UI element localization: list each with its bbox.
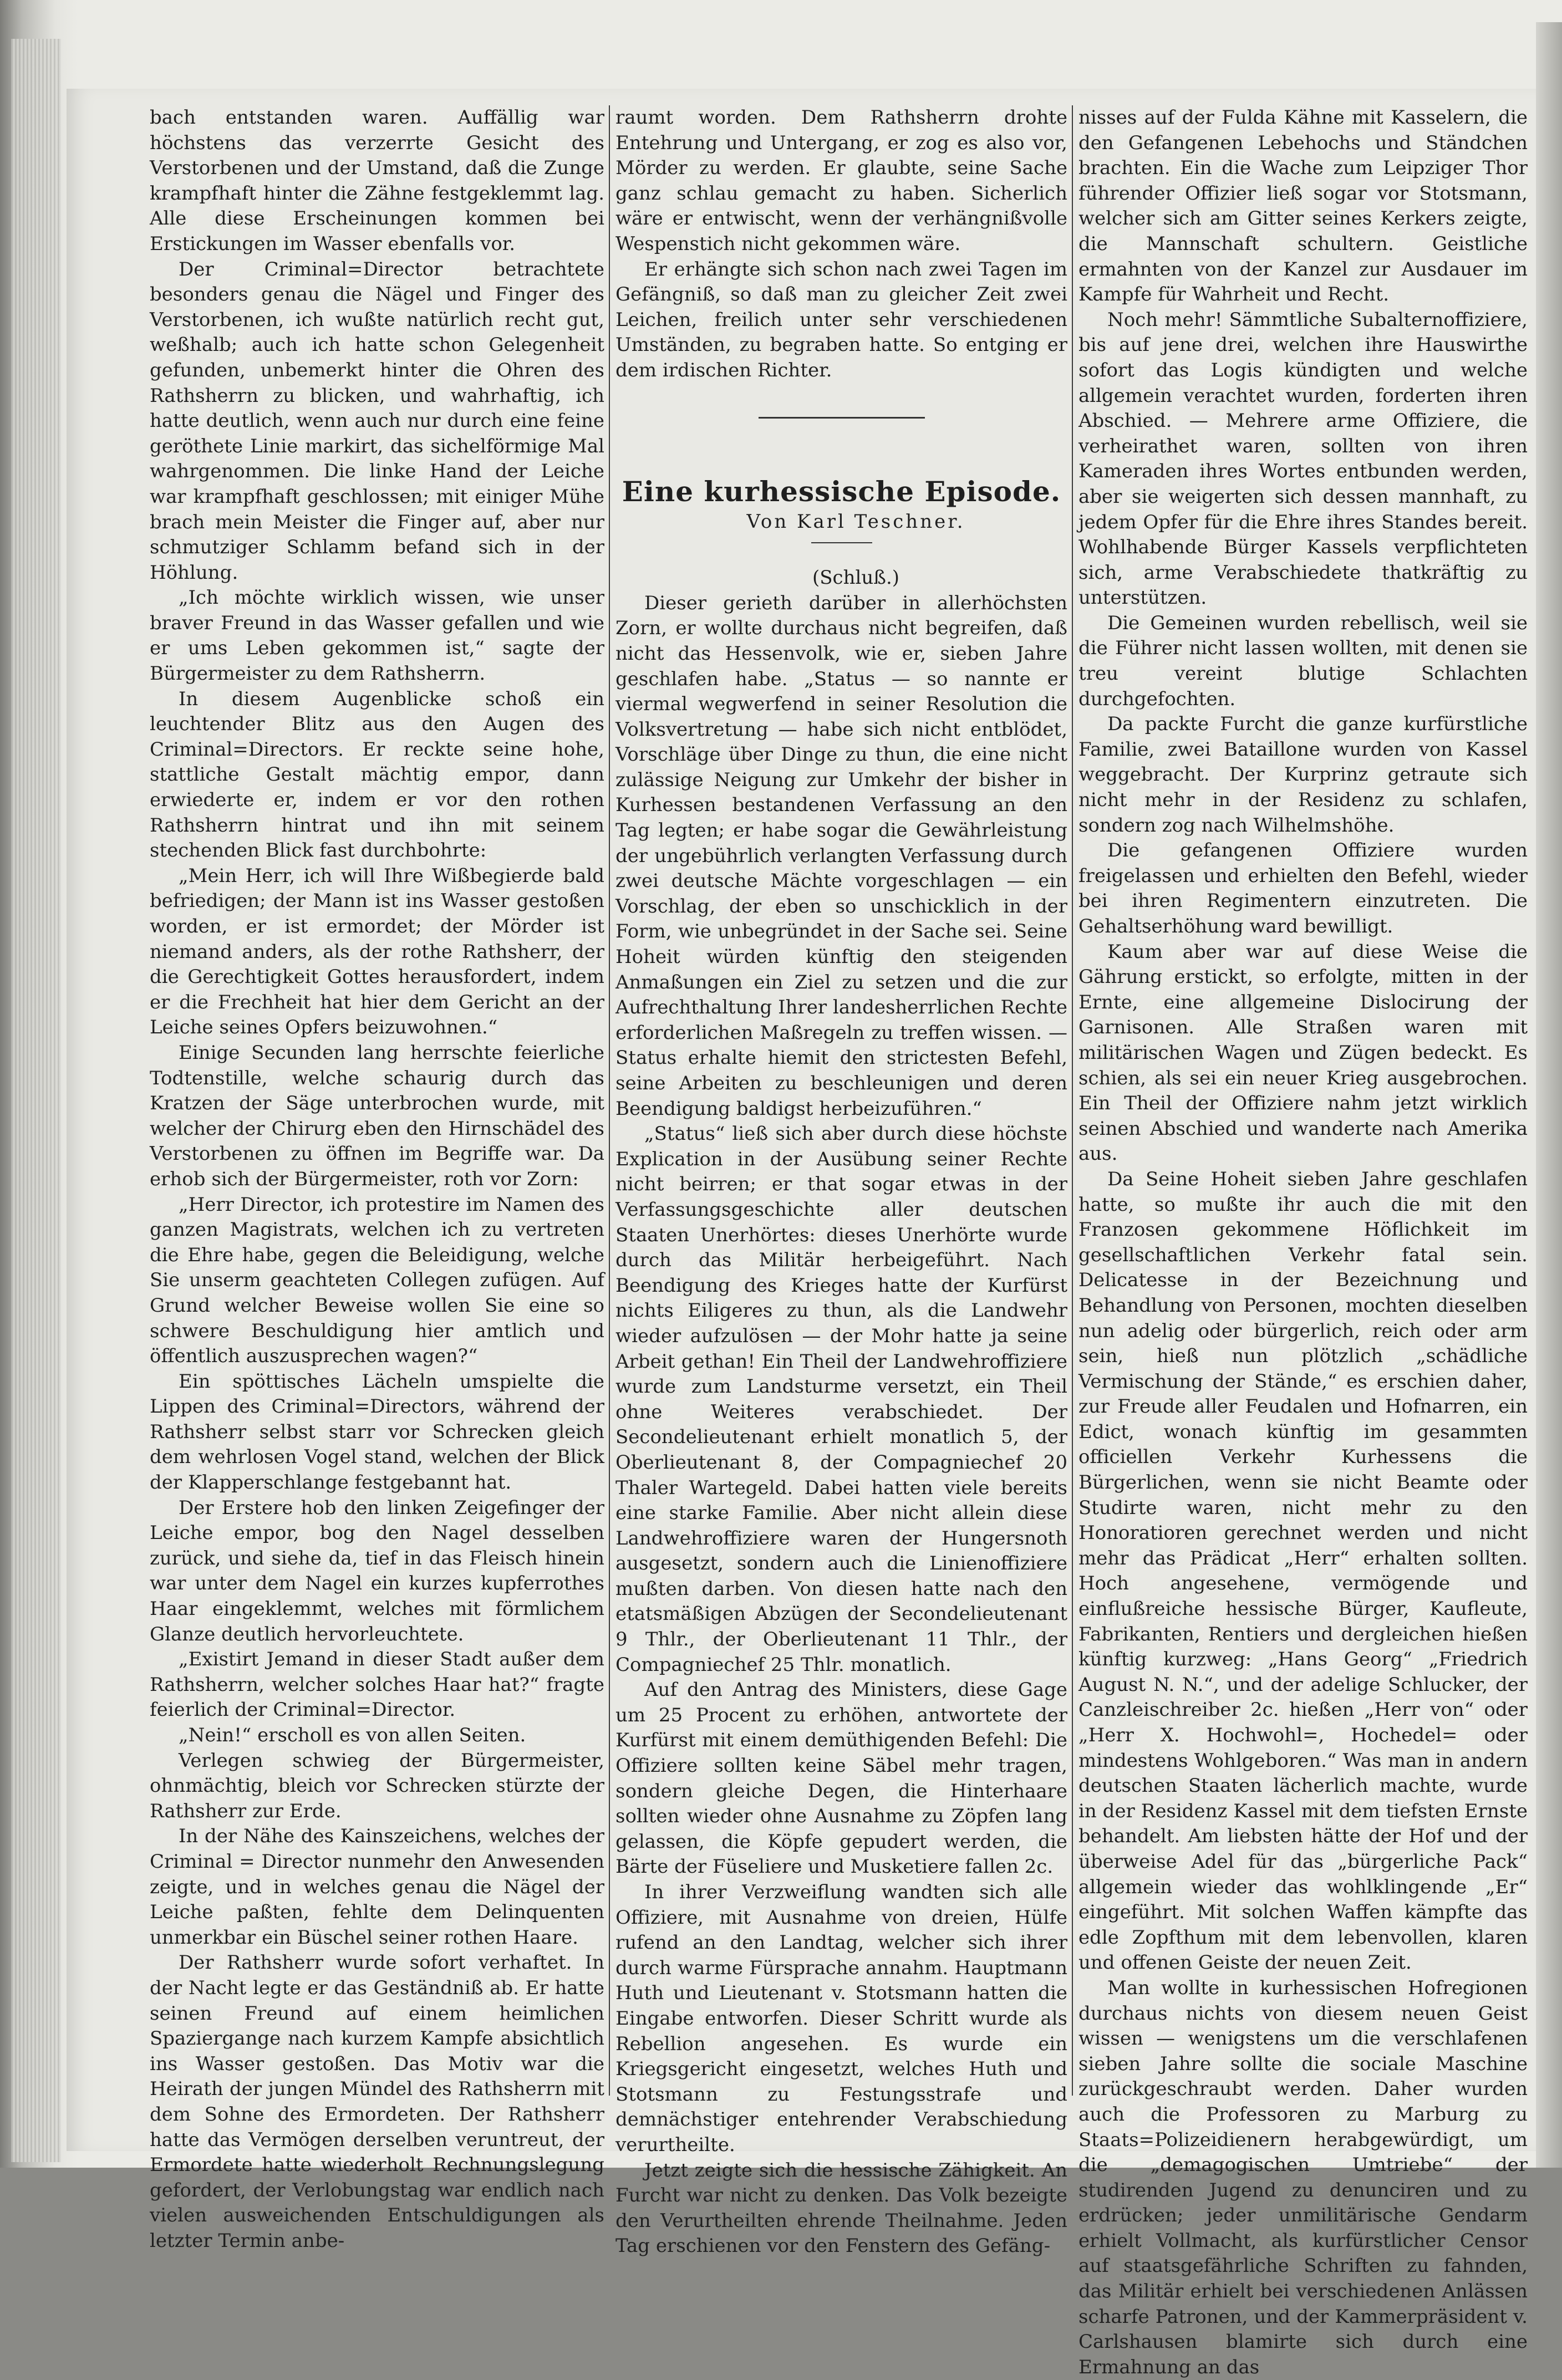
article-byline: Von Karl Teschner. [746, 510, 965, 533]
paragraph: Der Erstere hob den linken Zeigefinger der Leiche empor, bog den Nagel desselben zurück, und siehe da, tief in das Fleisch hinein war unter dem Nagel ein kurzes kupferrothes Haar eingeklemmt, welches mit förmlichem Glanze deutlich hervorleuchtete. [150, 1496, 604, 1645]
column-left [150, 105, 604, 2252]
paragraph: Der Rathsherr wurde sofort verhaftet. In der Nacht legte er das Geständniß ab. Er hatte seinen Freund auf einem heimlichen Spaziergange nach kurzem Kampfe absichtlich ins Wasser gestoßen. Das Motiv war die Heirath der jungen Mündel des Rathsherrn mit dem Sohne des Ermordeten. Der Rathsherr hatte das Vermögen derselben veruntreut, der Ermordete hatte wiederholt Rechnungslegung gefordert, der Verlobungstag war endlich nach vielen ausweichenden Entschuldigungen als letzter Termin anbe- [150, 1951, 604, 2252]
paragraph: Verlegen schwieg der Bürgermeister, ohnmächtig, bleich vor Schrecken stürzte der Rathsherr zur Erde. [150, 1749, 604, 1822]
paragraph: nisses auf der Fulda Kähne mit Kasselern, die den Gefangenen Lebehochs und Ständchen brachten. Ein die Wache zum Leipziger Thor führender Offizier ließ sogar vor Stotsmann, welcher sich am Gitter seines Kerkers zeigte, die Mannschaft schultern. Geistliche ermahnten von der Kanzel zur Ausdauer im Kampfe für Wahrheit und Recht. [1078, 106, 1528, 306]
paragraph: In diesem Augenblicke schoß ein leuchtender Blitz aus den Augen des Criminal=Directors. Er reckte seine hohe, stattliche Gestalt mächtig empor, dann erwiederte er, indem er vor den rothen Rathsherrn hintrat und ihn mit seinem stechenden Blick fast durchbohrte: [150, 687, 604, 862]
paragraph: In ihrer Verzweiflung wandten sich alle Offiziere, mit Ausnahme von dreien, Hülfe rufend an den Landtag, welcher sich ihrer durch warme Fürsprache annahm. Hauptmann Huth und Lieutenant v. Stotsmann hatten die Eingabe entworfen. Dieser Schritt wurde als Rebellion angesehen. Es wurde ein Kriegsgericht eingesetzt, welches Huth und Stotsmann zu Festungsstrafe und demnächstiger entehrender Verabschiedung verurtheilte. [615, 1881, 1067, 2156]
paragraph: Man wollte in kurhessischen Hofregionen durchaus nichts von diesem neuen Geist wissen — wenigstens um die verschlafenen sieben Jahre sollte die sociale Maschine zurückgeschraubt werden. Daher wurden auch die Professoren zu Marburg zu Staats=Polizeidienern herabgewürdigt, um die „demagogischen Umtriebe“ der studirenden Jugend zu denunciren und zu erdrücken; jeder unmilitärische Gendarm erhielt Vollmacht, als kurfürstlicher Censor auf staatsgefährliche Schriften zu fahnden, das Militär erhielt bei verschiedenen Anlässen scharfe Patronen, und der Kammerpräsident v. Carlshausen blamirte sich durch eine Ermahnung an das [1078, 1976, 1528, 2378]
paragraph: Auf den Antrag des Ministers, diese Gage um 25 Procent zu erhöhen, antwortete der Kurfürst mit einem demüthigenden Befehl: Die Offiziere sollten keine Säbel mehr tragen, sondern gleiche Degen, die Hinterhaare sollten wieder ohne Ausnahme zu Zöpfen lang gelassen, die Köpfe gepudert werden, die Bärte der Füseliere und Musketiere fallen 2c. [615, 1679, 1067, 1878]
paragraph: Einige Secunden lang herrschte feierliche Todtenstille, welche schaurig durch das Kratzen der Säge unterbrochen wurde, mit welcher der Chirurg eben den Hirnschädel des Verstorbenen zu öffnen im Begriffe war. Da erhob sich der Bürgermeister, roth vor Zorn: [150, 1041, 604, 1190]
paragraph: Die gefangenen Offiziere wurden freigelassen und erhielten den Befehl, wieder bei ihren Regimentern einzutreten. Die Gehaltserhöhung ward bewilligt. [1078, 839, 1528, 937]
paragraph: Da packte Furcht die ganze kurfürstliche Familie, zwei Bataillone wurden von Kassel weggebracht. Der Kurprinz getraute sich nicht mehr in der Residenz zu schlafen, sondern zog nach Wilhelmshöhe. [1078, 713, 1528, 837]
paragraph: „Existirt Jemand in dieser Stadt außer dem Rathsherrn, welcher solches Haar hat?“ fragte feierlich der Criminal=Director. [150, 1648, 604, 1721]
paragraph: „Ich möchte wirklich wissen, wie unser braver Freund in das Wasser gefallen und wie er ums Leben gekommen ist,“ sagte der Bürgermeister zu dem Rathsherrn. [150, 587, 604, 685]
paragraph: Er erhängte sich schon nach zwei Tagen im Gefängniß, so daß man zu gleicher Zeit zwei Leichen, freilich unter sehr verschiedenen Umständen, zu begraben hatte. So entging er dem irdischen Richter. [615, 258, 1067, 381]
paragraph: „Mein Herr, ich will Ihre Wißbegierde bald befriedigen; der Mann ist ins Wasser gestoßen worden, er ist ermordet; der Mörder ist niemand anders, als der rothe Rathsherr, der die Gerechtigkeit Gottes herausfordert, indem er die Frechheit hat hier dem Gericht an der Leiche seines Opfers beizuwohnen.“ [150, 864, 604, 1039]
column-rule-left [609, 105, 610, 2096]
column-rule-right [1072, 105, 1073, 2096]
paragraph: raumt worden. Dem Rathsherrn drohte Entehrung und Untergang, er zog es also vor, Mörder zu werden. Er glaubte, seine Sache ganz schlau gemacht zu haben. Sicherlich wäre er entwischt, wenn der verhängnißvolle Wespenstich nicht gekommen wäre. [615, 106, 1067, 255]
paragraph: Da Seine Hoheit sieben Jahre geschlafen hatte, so mußte ihr auch die mit den Franzosen gekommene Höflichkeit im gesellschaftlichen Verkehr fatal sein. Delicatesse in der Bezeichnung und Behandlung von Personen, mochten dieselben nun adelig oder bürgerlich, reich oder arm sein, hieß nun plötzlich „schädliche Vermischung der Stände,“ es erschien daher, zur Freude aller Feudalen und Hofnarren, ein Edict, wonach künftig im gesammten officiellen Verkehr Kurhessens die Bürgerlichen, wenn sie nicht Beamte oder Studirte waren, nicht mehr zu den Honoratioren gerechnet werden und nicht mehr das Prädicat „Herr“ erhalten sollten. Hoch angesehene, vermögende und einflußreiche hessische Bürger, Kaufleute, Fabrikanten, Rentiers und dergleichen hießen künftig kurzweg: „Hans Georg“ „Friedrich August N. N.“, und der adelige Schlucker, der Canzleischreiber 2c. hießen „Herr von“ oder „Herr X. Hochwohl=, Hochedel= oder mindestens Wohlgeboren.“ Was man in andern deutschen Staaten lächerlich machte, wurde in der Residenz Kassel mit dem tiefsten Ernste behandelt. Am liebsten hätte der Hof und der überweise Adel für das „bürgerliche Pack“ allgemein wieder das wohlklingende „Er“ eingeführt. Mit solchen Waffen kämpfte das edle Zopfthum mit dem lebenvollen, klaren und offenen Geiste der neuen Zeit. [1078, 1168, 1528, 1974]
paragraph: Ein spöttisches Lächeln umspielte die Lippen des Criminal=Directors, während der Rathsherr selbst starr vor Schrecken gleich dem wehrlosen Vogel stand, welchen der Blick der Klapperschlange festgebannt hat. [150, 1370, 604, 1494]
paragraph: Noch mehr! Sämmtliche Subalternoffiziere, bis auf jene drei, welchen ihre Hauswirthe sofort das Logis kündigten und welche allgemein verachtet wurden, forderten ihren Abschied. — Mehrere arme Offiziere, die verheirathet waren, sollten von ihren Kameraden ihres Wortes entbunden werden, aber sie weigerten sich dessen mannhaft, zu jedem Opfer für die Ehre ihres Standes bereit. Wohlhabende Bürger Kassels verpflichteten sich, arme Verabschiedete thatkräftig zu unterstützen. [1078, 308, 1528, 609]
column-right [1078, 105, 1528, 2378]
byline-rule [811, 542, 872, 543]
paragraph: „Nein!“ erscholl es von allen Seiten. [179, 1724, 526, 1746]
paragraph: Jetzt zeigte sich die hessische Zähigkeit. An Furcht war nicht zu denken. Das Volk bezeigte den Verurtheilten ehrende Theilnahme. Jeden Tag erschienen vor den Fenstern des Gefäng- [615, 2159, 1067, 2257]
article-title: Eine kurhessische Episode. [622, 475, 1061, 508]
paragraph: In der Nähe des Kainszeichens, welches der Criminal = Director nunmehr den Anwesenden zeigte, und in welches genau die Nägel der Leiche paßten, fehlte dem Delinquenten unmerkbar ein Büschel seiner rothen Haare. [150, 1825, 604, 1949]
column-middle [615, 105, 1067, 2257]
book-edge-right [1536, 22, 1562, 2168]
paragraph: Dieser gerieth darüber in allerhöchsten Zorn, er wollte durchaus nicht begreifen, daß nicht das Hessenvolk, wie er, sieben Jahre geschlafen habe. „Status — so nannte er viermal wegwerfend in seiner Resolution die Volksvertretung — habe sich nicht entblödet, Vorschläge über Dinge zu thun, die eine nicht zulässige Neigung zur Umkehr der bisher in Kurhessen bestandenen Verfassung an den Tag legten; er habe sogar die Gewährleistung der ungebührlich verlangten Verfassung durch zwei deutsche Mächte vorgeschlagen — ein Vorschlag, der eben so unschicklich in der Form, wie unbegründet in der Sache sei. Seine Hoheit würden künftig den steigenden Anmaßungen ein Ziel zu setzen und die zur Aufrechthaltung Ihrer landesherrlichen Rechte erforderlichen Maßregeln zu treffen wissen. — Status erhalte hiemit den strictesten Befehl, seine Arbeiten zu beschleunigen und deren Beendigung baldigst herbeizuführen.“ [615, 592, 1067, 1120]
book-edge-left [11, 39, 61, 2162]
paragraph: Die Gemeinen wurden rebellisch, weil sie die Führer nicht lassen wollten, mit denen sie treu vereint blutige Schlachten durchgefochten. [1078, 611, 1528, 710]
paragraph: Der Criminal=Director betrachtete besonders genau die Nägel und Finger des Verstorbenen, ich wußte natürlich recht gut, weßhalb; auch ich hatte schon Gelegenheit gefunden, unbemerkt hinter die Ohren des Rathsherrn zu blicken, und wahrhaftig, ich hatte deutlich, wenn auch nur durch eine feine geröthete Linie markirt, das sichelförmige Mal wahrgenommen. Die linke Hand der Leiche war krampfhaft geschlossen; mit einiger Mühe brach mein Meister die Finger auf, aber nur schmutziger Schlamm befand sich in der Höhlung. [150, 258, 604, 584]
part-label: (Schluß.) [812, 567, 900, 589]
paragraph: Kaum aber war auf diese Weise die Gährung erstickt, so erfolgte, mitten in der Ernte, eine allgemeine Dislocirung der Garnisonen. Alle Straßen waren mit militärischen Wagen und Zügen bedeckt. Es schien, als sei ein neuer Krieg ausgebrochen. Ein Theil der Offiziere nahm jetzt wirklich seinen Abschied und wanderte nach Amerika aus. [1078, 940, 1528, 1165]
paragraph: „Status“ ließ sich aber durch diese höchste Explication in der Ausübung seiner Rechte nicht beirren; er that sogar etwas in der Verfassungsgeschichte aller deutschen Staaten Unerhörtes: dieses Unerhörte wurde durch das Militär herbeigeführt. Nach Beendigung des Krieges hatte der Kurfürst nichts Eiligeres zu thun, als die Landwehr wieder aufzulösen — der Mohr hatte ja seine Arbeit gethan! Ein Theil der Landwehroffiziere wurde zum Landsturme versetzt, ein Theil ohne Weiteres verabschiedet. Der Secondelieutenant erhielt monatlich 5, der Oberlieutenant 8, der Compagniechef 20 Thaler Wartegeld. Dabei hatten viele bereits eine starke Familie. Aber nicht allein diese Landwehroffiziere waren der Hungersnoth ausgesetzt, sondern auch die Linienoffiziere mußten darben. Von diesen hatte nach den etatsmäßigen Abzügen der Secondelieutenant 9 Thlr., der Oberlieutenant 11 Thlr., der Compagniechef 25 Thlr. monatlich. [615, 1123, 1067, 1676]
paragraph: „Herr Director, ich protestire im Namen des ganzen Magistrats, welchen ich zu vertreten die Ehre habe, gegen die Beleidigung, welche Sie unserm geachteten Collegen zufügen. Auf Grund welcher Beweise wollen Sie eine so schwere Beschuldigung hier amtlich und öffentlich auszusprechen wagen?“ [150, 1193, 604, 1368]
paragraph: bach entstanden waren. Auffällig war höchstens das verzerrte Gesicht des Verstorbenen und der Umstand, daß die Zunge krampfhaft hinter die Zähne festgeklemmt lag. Alle diese Erscheinungen kommen bei Erstickungen im Wasser ebenfalls vor. [150, 106, 604, 255]
section-separator [759, 417, 925, 419]
